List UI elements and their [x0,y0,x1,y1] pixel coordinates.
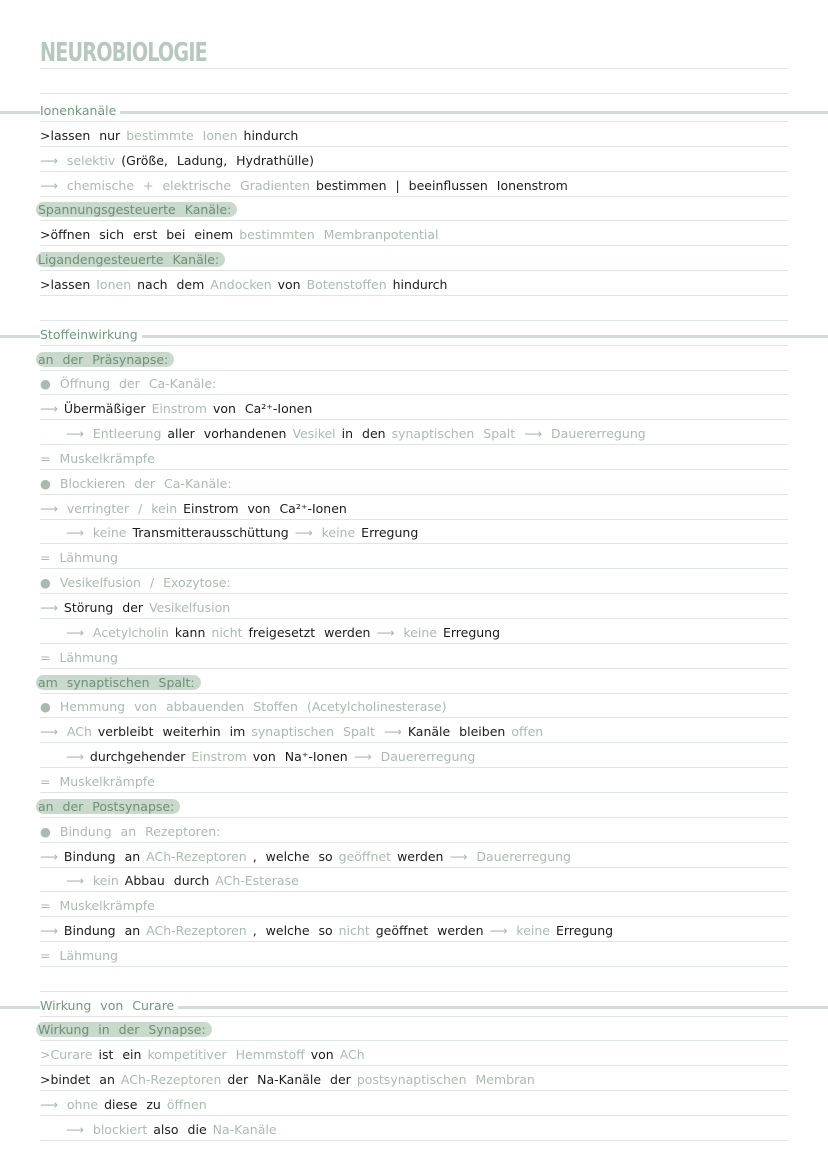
text-light: Einstrom [191,749,247,765]
note-line [40,376,222,392]
text-light: kompetitiver Hemmstoff [147,1047,305,1063]
ruled-line [40,792,788,793]
text-light: = Lähmung [40,550,118,566]
text-dark: Einstrom von Ca²⁺-Ionen [183,500,347,516]
text-dark: also die [153,1121,207,1137]
text-dark: Bindung an [63,923,141,939]
note-line [40,849,577,865]
text-light: Botenstoffen [306,276,387,292]
text-light: ACh-Rezeptoren [120,1072,222,1088]
text-light: offen [511,724,544,740]
text-dark: , welche so [252,923,333,939]
ruled-line [40,121,788,122]
text-light: ⟶ ACh [40,724,92,740]
ruled-line [40,245,788,246]
section-heading [40,998,184,1014]
text-light: Einstrom [151,401,207,417]
subheading [40,352,180,368]
text-dark: kann [174,624,206,640]
ruled-line [40,618,788,619]
text-light: ⟶ verringter / kein [40,500,178,516]
text-light: synaptischen Spalt ⟶ Dauererregung [391,426,646,442]
text-light: bestimmte Ionen [126,127,238,143]
ruled-line [40,345,788,346]
text-dark: Transmitterausschüttung [132,525,289,541]
text-light: = Muskelkrämpfe [40,773,155,789]
text-dark: von [310,1047,334,1063]
text-light: bestimmten Membranpotential [239,227,439,243]
ruled-line [40,519,788,520]
text-light: ⟶ keine [66,525,127,541]
text-dark: Störung der [63,600,144,615]
text-dark: Bindung an [63,848,141,864]
text-light: ⟶ keine [294,525,356,541]
text-dark: verbleibt weiterhin im [97,724,246,740]
text-dark: aller vorhandenen [167,426,287,442]
text-light: Na-Kanäle [212,1121,277,1137]
text-light: nicht [211,624,243,640]
note-line [40,277,453,293]
note-line [40,898,161,914]
ruled-line [40,1140,788,1141]
subheading [40,252,231,268]
note-line [66,625,506,641]
ruled-line [40,568,788,569]
note-line [40,153,320,169]
text-light: Stoffeinwirkung [40,327,142,342]
text-dark: von [277,276,301,292]
ruled-line [40,394,788,395]
text-dark: hindurch [392,276,448,292]
note-line [40,1072,541,1088]
ruled-line [40,643,788,644]
ruled-line [40,916,788,917]
text-dark: ist ein [98,1047,142,1063]
ruled-line [40,196,788,197]
note-line [66,873,305,889]
text-dark: diese zu [104,1097,161,1112]
ruled-line [40,469,788,470]
ruled-line [40,146,788,147]
text-dark: Erregung [555,923,614,939]
text-dark: in den [341,426,386,442]
section-heading [40,327,148,343]
ruled-line [40,68,788,69]
text-dark: der Na-Kanäle der [227,1072,351,1088]
text-dark: werden [397,848,444,864]
note-line [40,1097,213,1113]
note-line [40,824,226,840]
text-light: ● Blockieren der Ca-Kanäle: [40,475,232,491]
ruled-line [40,842,788,843]
text-dark: Erregung [361,525,419,541]
text-light: ⟶ keine [376,624,437,640]
text-light: Andocken [210,276,272,292]
text-dark: >lassen nur [40,127,121,143]
text-light: ⟶ Acetylcholin [66,624,169,640]
note-line [40,178,574,194]
text-light: Wirkung von Curare [40,998,178,1013]
text-dark: durchgehender [89,749,186,765]
ruled-line [40,220,788,221]
text-light: ⟶ kein [66,873,119,889]
text-dark: >bindet an [40,1072,115,1088]
text-light: geöffnet [338,848,392,864]
text-light: öffnen [166,1097,207,1112]
subheading [40,202,243,218]
ruled-line [40,767,788,768]
text-light: ⟶ selektiv [40,152,116,168]
text-light: am synaptischen Spalt: [36,675,201,690]
text-light: ⟶ Dauererregung [353,749,476,765]
text-dark: geöffnet werden [375,923,484,939]
text-light: ⟶ ohne [40,1097,99,1112]
ruled-line [40,693,788,694]
text-light: ● Vesikelfusion / Exozytose: [40,575,231,591]
text-light: ⟶ keine [489,923,550,939]
ruled-line [40,891,788,892]
text-light: Ligandengesteuerte Kanäle: [36,252,225,267]
note-line [40,948,124,964]
text-light: postsynaptischen Membran [356,1072,535,1088]
ruled-line [40,991,788,992]
note-line [40,227,445,243]
note-line [40,476,238,492]
text-light: ACh [339,1047,365,1063]
text-dark: (Größe, Ladung, Hydrathülle) [121,152,314,168]
ruled-line [40,1065,788,1066]
note-line [40,1047,371,1063]
text-light: nicht [338,923,370,939]
text-light: Spannungsgesteuerte Kanäle: [36,202,237,217]
ruled-line [40,966,788,967]
note-line [66,525,424,541]
ruled-line [40,370,788,371]
ruled-line [40,171,788,172]
text-light: ⟶ [66,749,84,765]
text-light: ⟶ [40,600,58,615]
text-light: Vesikel [292,426,336,442]
note-line [40,600,236,616]
text-light: Vesikelfusion [149,600,231,615]
note-line [40,550,124,566]
note-line [40,575,237,591]
ruled-line [40,867,788,868]
ruled-line [40,742,788,743]
text-light: an der Präsynapse: [36,352,174,367]
ruled-line [40,1016,788,1017]
text-dark: nach dem [137,276,205,292]
text-dark: >lassen [40,276,91,292]
text-light: ⟶ Dauererregung [449,848,571,864]
text-light: = Lähmung [40,947,118,963]
ruled-line [40,717,788,718]
note-line [66,1122,283,1138]
ruled-line [40,817,788,818]
ruled-line [40,494,788,495]
text-light: = Muskelkrämpfe [40,898,155,914]
text-dark: Abbau durch [124,873,210,889]
text-light: ⟶ [40,848,58,864]
text-light: an der Postsynapse: [36,799,180,814]
text-light: ⟶ [40,923,58,939]
text-dark: , welche so [252,848,333,864]
ruled-line [40,941,788,942]
text-light: ⟶ Entleerung [66,426,162,442]
text-dark: von Na⁺-Ionen [252,749,348,765]
ruled-line [40,1040,788,1041]
text-light: ● Bindung an Rezeptoren: [40,823,221,839]
ruled-line [40,543,788,544]
section-heading [40,103,126,119]
text-dark: bestimmen | beeinflussen Ionenstrom [316,177,568,193]
text-light: ● Hemmung von abbauenden Stoffen (Acetylcholinesterase) [40,699,447,715]
note-line [40,451,161,467]
ruled-line [40,444,788,445]
text-light: = Muskelkrämpfe [40,450,155,466]
note-line [40,774,161,790]
text-light: Ionen [96,276,132,292]
text-dark: Erregung [442,624,501,640]
text-dark: von Ca²⁺-Ionen [212,401,313,417]
text-light: ACh-Esterase [215,873,299,889]
ruled-line [40,1090,788,1091]
text-light: ⟶ blockiert [66,1121,148,1137]
subheading [40,675,207,691]
note-line [40,401,318,417]
text-light: synaptischen Spalt ⟶ [251,724,402,740]
subheading [40,1022,218,1038]
note-line [40,501,353,517]
text-light: ● Öffnung der Ca-Kanäle: [40,376,217,392]
text-light: ⟶ chemische + elektrische Gradienten [40,177,311,193]
ruled-line [40,320,788,321]
text-light: Ionenkanäle [40,103,120,118]
text-light: ⟶ [40,401,58,417]
subheading [40,799,186,815]
text-dark: >öffnen sich erst bei einem [40,227,234,243]
ruled-line [40,668,788,669]
text-dark: hindurch [243,127,299,143]
text-dark: freigesetzt werden [248,624,371,640]
text-light: >Curare [40,1047,93,1063]
text-dark: Kanäle bleiben [407,724,506,740]
ruled-line [40,295,788,296]
note-line [40,699,452,715]
text-light: Wirkung in der Synapse: [36,1022,212,1037]
ruled-line [40,93,788,94]
note-line [40,724,549,740]
text-light: ACh-Rezeptoren [146,848,247,864]
note-line [40,650,124,666]
note-line [66,426,652,442]
note-line [40,128,304,144]
text-dark: Übermäßiger [63,401,146,417]
ruled-line [40,1115,788,1116]
ruled-line [40,593,788,594]
note-line [66,749,481,765]
page-title: NEUROBIOLOGIE [40,38,207,68]
ruled-line [40,270,788,271]
ruled-line [40,419,788,420]
text-light: ACh-Rezeptoren [146,923,247,939]
text-light: = Lähmung [40,649,118,665]
note-line [40,923,619,939]
